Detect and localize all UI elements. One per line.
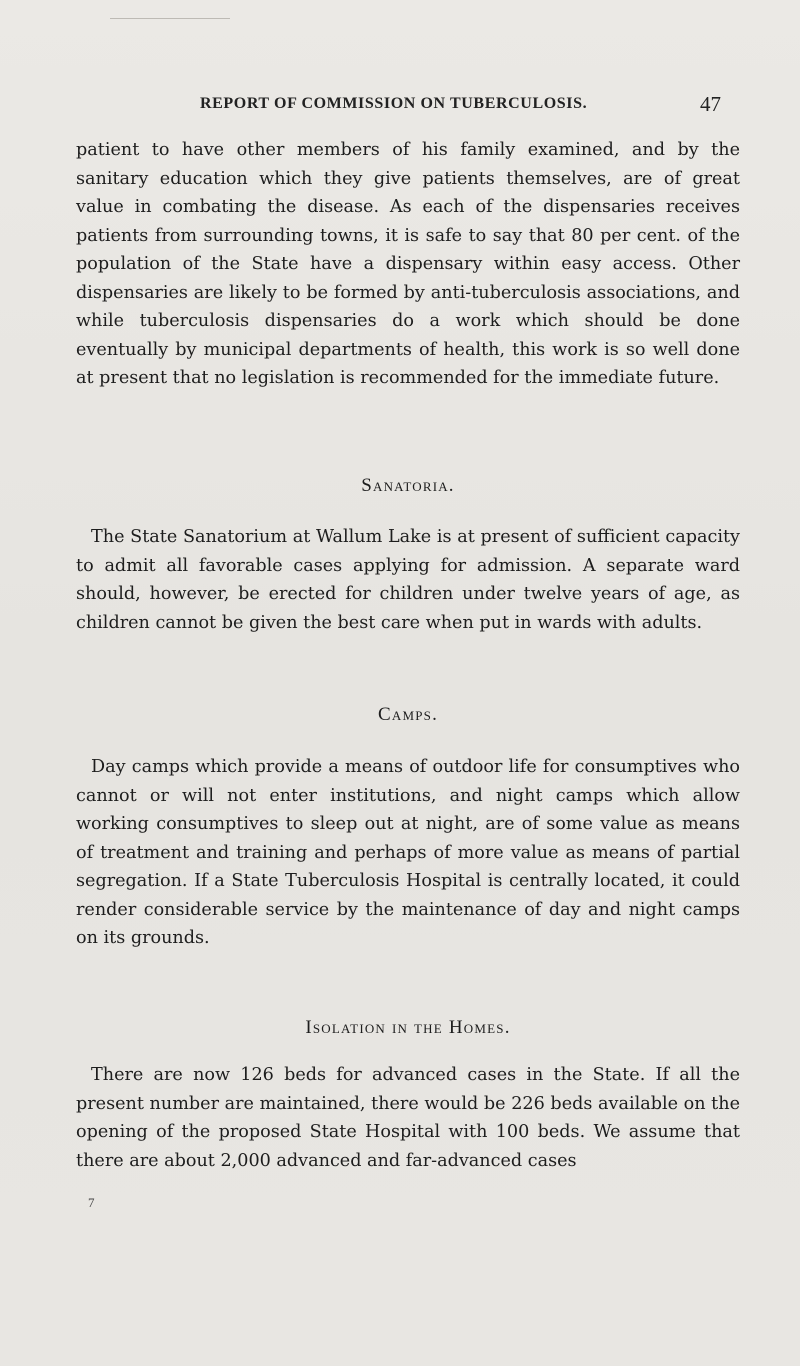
page-number: 47 [700,92,721,116]
paragraph-camps [76,753,740,953]
signature-mark: 7 [88,1195,95,1210]
paragraph-dispensaries [76,136,740,393]
section-heading-sanatoria: Sanatoria. [361,475,455,496]
section-heading-isolation: Isolation in the Homes. [305,1017,511,1038]
paragraph-text: The State Sanatorium at Wallum Lake is at present of sufficient capacity to admit all favorable cases applying for admission. A separate ward should, however, be erected for children under twelve years of age, as children cannot be given the best care when put in wards with adults. [76,527,740,633]
section-heading-camps: Camps. [377,704,439,725]
running-head: REPORT OF COMMISSION ON TUBERCULOSIS. [200,95,588,112]
paragraph-isolation [76,1061,740,1175]
top-divider [110,18,230,19]
paragraph-text: patient to have other members of his family examined, and by the sanitary education which they give patients themselves, are of great value in combating the disease. As each of the dispensaries receives patients from surrounding towns, it is safe to say that 80 per cent. of the population of the State have a dispensary within easy access. Other dispensaries are likely to be formed by anti-tuberculosis associations, and while tuberculosis dispensaries do a work which should be done eventually by municipal departments of health, this work is so well done at present that no legislation is recommended for the immediate future. [76,140,740,388]
paragraph-sanatoria [76,523,740,637]
paragraph-text: There are now 126 beds for advanced cases in the State. If all the present number are maintained, there would be 226 beds available on the opening of the proposed State Hospital with 100 beds. We assume that there are about 2,000 advanced and far-advanced cases [76,1065,740,1171]
paragraph-text: Day camps which provide a means of outdoor life for consumptives who cannot or will not enter institutions, and night camps which allow working consumptives to sleep out at night, are of some value as means of treatment and training and perhaps of more value as means of partial segregation. If a State Tuberculosis Hospital is centrally located, it could render considerable service by the maintenance of day and night camps on its grounds. [76,757,740,948]
